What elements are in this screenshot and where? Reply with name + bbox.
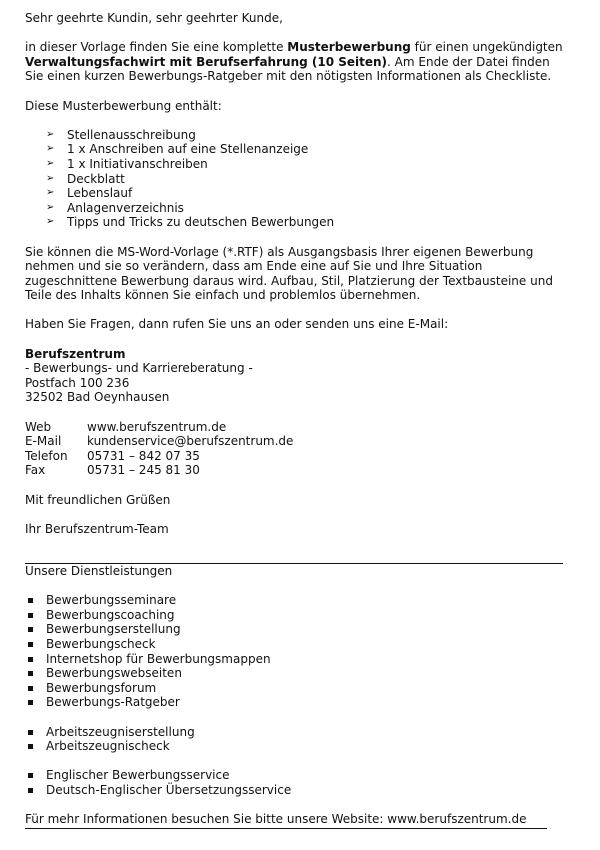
list-item: Bewerbungscheck: [25, 637, 570, 652]
list-item: Bewerbungscoaching: [25, 608, 570, 623]
square-bullet-icon: [28, 686, 33, 691]
services-heading: Unsere Dienstleistungen: [25, 563, 173, 578]
usage-paragraph: Sie können die MS-Word-Vorlage (*.RTF) als Ausgangsbasis Ihrer eigenen Bewerbung nehmen und sie so verändern, dass am Ende eine auf Sie und Ihre Situation zugeschnittene Bewerbung daraus wird. Aufbau, Stil, Platzierung der Textbausteine und Teile des Inhalts können Sie einfach und problemlos übernehmen.: [25, 244, 553, 303]
list-item: Arbeitszeugniserstellung: [25, 725, 570, 740]
square-bullet-icon: [28, 642, 33, 647]
company-tagline: - Bewerbungs- und Karriereberatung -: [25, 361, 253, 376]
square-bullet-icon: [28, 788, 33, 793]
services-list-2: [25, 725, 570, 754]
list-item: Bewerbungserstellung: [25, 622, 570, 637]
arrow-bullet-icon: ➢: [46, 172, 55, 184]
arrow-bullet-icon: ➢: [46, 157, 55, 169]
contact-row-web: Web www.berufszentrum.de: [25, 419, 227, 434]
square-bullet-icon: [28, 598, 33, 603]
square-bullet-icon: [28, 671, 33, 676]
signature: Ihr Berufszentrum-Team: [25, 521, 169, 536]
contact-row-fax: Fax 05731 – 245 81 30: [25, 463, 200, 478]
email-link[interactable]: kundenservice@berufszentrum.de: [87, 434, 294, 449]
list-item: ➢ Deckblatt: [46, 171, 125, 186]
arrow-bullet-icon: ➢: [46, 216, 55, 228]
list-item: Bewerbungswebseiten: [25, 666, 570, 681]
list-item: ➢ Anlagenverzeichnis: [46, 200, 184, 215]
intro-paragraph: [25, 40, 570, 84]
arrow-bullet-icon: ➢: [46, 128, 55, 140]
list-item: Englischer Bewerbungsservice: [25, 768, 570, 783]
contact-block: [25, 420, 570, 478]
services-list-1: [25, 593, 570, 710]
contact-row-email: E-Mail kundenservice@berufszentrum.de: [25, 434, 294, 449]
contents-heading: Diese Musterbewerbung enthält:: [25, 98, 222, 113]
list-item: Bewerbungsforum: [25, 681, 570, 696]
address-city: 32502 Bad Oeynhausen: [25, 390, 170, 405]
list-item: ➢ Stellenausschreibung: [46, 127, 196, 142]
intro-text-2: für einen ungekündigten: [410, 40, 563, 55]
intro-text-1: in dieser Vorlage finden Sie eine komplette: [25, 40, 288, 55]
closing: Mit freundlichen Grüßen: [25, 492, 171, 507]
square-bullet-icon: [28, 700, 33, 705]
address-block: [25, 347, 570, 405]
square-bullet-icon: [28, 657, 33, 662]
contents-list: [25, 128, 570, 230]
square-bullet-icon: [28, 613, 33, 618]
list-item: ➢ Tipps und Tricks zu deutschen Bewerbungen: [46, 215, 335, 230]
footer-info: Für mehr Informationen besuchen Sie bitte unsere Website: www.berufszentrum.de: [25, 812, 547, 829]
website-link[interactable]: www.berufszentrum.de: [87, 419, 227, 434]
greeting: Sehr geehrte Kundin, sehr geehrter Kunde,: [25, 11, 283, 25]
services-list-3: [25, 768, 570, 797]
list-item: Bewerbungsseminare: [25, 593, 570, 608]
list-item: Deutsch-Englischer Übersetzungsservice: [25, 783, 570, 798]
list-item: ➢ 1 x Anschreiben auf eine Stellenanzeige: [46, 142, 309, 157]
intro-bold-1: Musterbewerbung: [287, 40, 411, 55]
square-bullet-icon: [28, 730, 33, 735]
contact-row-phone: Telefon 05731 – 842 07 35: [25, 448, 200, 463]
square-bullet-icon: [28, 744, 33, 749]
address-street: Postfach 100 236: [25, 375, 130, 390]
arrow-bullet-icon: ➢: [46, 187, 55, 199]
list-item: Bewerbungs-Ratgeber: [25, 695, 570, 710]
list-item: Arbeitszeugnischeck: [25, 739, 570, 754]
arrow-bullet-icon: ➢: [46, 143, 55, 155]
square-bullet-icon: [28, 773, 33, 778]
intro-text-3: . Am Ende der Datei finden Sie einen kurzen Bewerbungs-Ratgeber mit den nötigsten Informationen als Checkliste.: [25, 54, 552, 84]
list-item: ➢ Lebenslauf: [46, 186, 133, 201]
list-item: Internetshop für Bewerbungsmappen: [25, 652, 570, 667]
company-name: Berufszentrum: [25, 346, 126, 361]
square-bullet-icon: [28, 627, 33, 632]
intro-bold-2: Verwaltungsfachwirt mit Berufserfahrung (10 Seiten): [25, 54, 388, 69]
document-page: [25, 11, 570, 829]
questions-paragraph: Haben Sie Fragen, dann rufen Sie uns an oder senden uns eine E-Mail:: [25, 317, 449, 332]
list-item: ➢ 1 x Initiativanschreiben: [46, 156, 208, 171]
arrow-bullet-icon: ➢: [46, 201, 55, 213]
